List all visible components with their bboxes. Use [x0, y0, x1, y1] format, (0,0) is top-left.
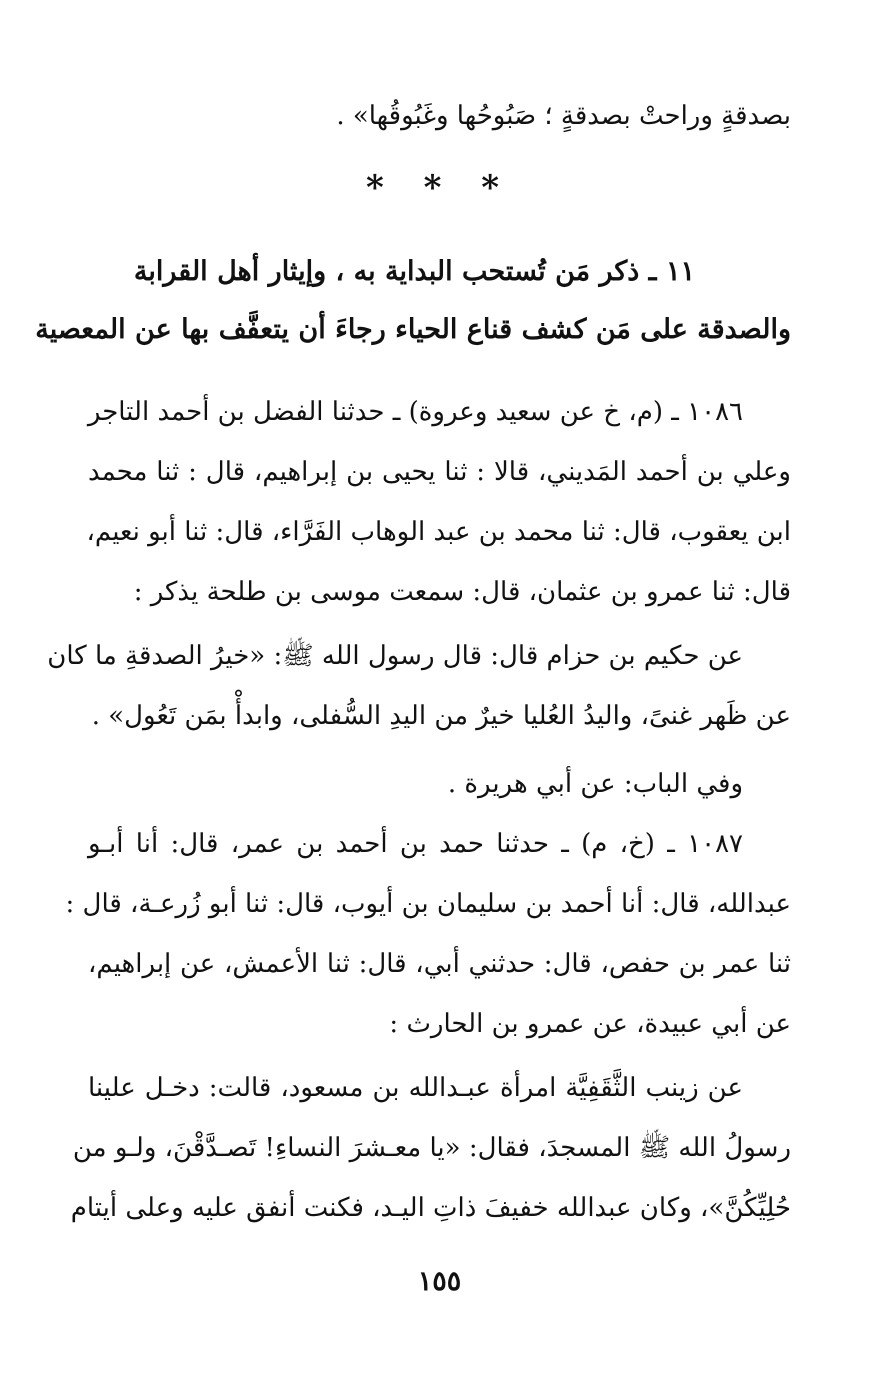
hadith-1087-matn-line-2: رسولُ الله ﷺ المسجدَ، فقال: «يا معـشرَ النساءِ! تَصـدَّقْنَ، ولـو من [72, 1133, 791, 1163]
page-number: ١٥٥ [417, 1266, 462, 1297]
hadith-1086-matn-line-1: عن حكيم بن حزام قال: قال رسول الله ﷺ: «خيرُ الصدقةِ ما كان [47, 641, 743, 671]
section-separator: * * * [365, 168, 513, 208]
hadith-1086-isnad-line-2: وعلي بن أحمد المَديني، قالا : ثنا يحيى بن إبراهيم، قال : ثنا محمد [88, 457, 791, 487]
section-title-line-2: والصدقة على مَن كشف قناع الحياء رجاءَ أن يتعفَّف بها عن المعصية [35, 314, 791, 345]
hadith-1086-isnad-line-4: قال: ثنا عمرو بن عثمان، قال: سمعت موسى بن طلحة يذكر : [133, 577, 791, 607]
hadith-1087-isnad-line-3: ثنا عمر بن حفص، قال: حدثني أبي، قال: ثنا الأعمش، عن إبراهيم، [88, 949, 791, 979]
hadith-1087-isnad-line-1: ١٠٨٧ ـ (خ، م) ـ حدثنا حمد بن أحمد بن عمر، قال: أنا أبـو [88, 829, 743, 859]
hadith-1086-isnad-line-1: ١٠٨٦ ـ (م، خ عن سعيد وعروة) ـ حدثنا الفضل بن أحمد التاجر [87, 397, 743, 427]
section-title-line-1: ١١ ـ ذكر مَن تُستحب البداية به ، وإيثار أهل القرابة [133, 256, 695, 287]
hadith-1087-isnad-line-4: عن أبي عبيدة، عن عمرو بن الحارث : [389, 1009, 791, 1039]
hadith-1086-isnad-line-3: ابن يعقوب، قال: ثنا محمد بن عبد الوهاب الفَرَّاء، قال: ثنا أبو نعيم، [86, 517, 791, 547]
continuation-line: بصدقةٍ وراحتْ بصدقةٍ ؛ صَبُوحُها وغَبُوقُها» . [336, 101, 791, 131]
hadith-1086-matn-line-2: عن ظَهر غنىً، واليدُ العُليا خيرٌ من اليدِ السُّفلى، وابدأْ بمَن تَعُول» . [91, 701, 791, 731]
hadith-1087-matn-line-1: عن زينب الثَّقَفِيَّة امرأة عبـدالله بن مسعود، قالت: دخـل علينا [88, 1073, 743, 1103]
hadith-1087-isnad-line-2: عبدالله، قال: أنا أحمد بن سليمان بن أيوب، قال: ثنا أبو زُرعـة، قال : [65, 889, 791, 919]
hadith-1086-bab-note: وفي الباب: عن أبي هريرة . [447, 769, 743, 799]
hadith-1087-matn-line-3: حُلِيِّكُنَّ»، وكان عبدالله خفيفَ ذاتِ اليـد، فكنت أنفق عليه وعلى أيتام [70, 1193, 791, 1223]
